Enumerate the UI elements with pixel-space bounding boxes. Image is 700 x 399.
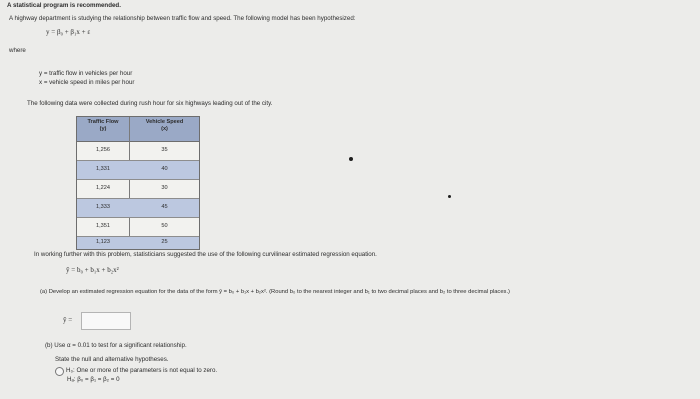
table-row	[77, 142, 199, 161]
scan-artifact-dot	[448, 195, 451, 198]
definition-x: x = vehicle speed in miles per hour	[39, 79, 135, 86]
cell-vehicle-speed: 30	[161, 185, 168, 191]
cell-vehicle-speed: 45	[161, 204, 168, 210]
model-equation: y = β₀ + β₁x + ε	[46, 28, 91, 36]
table-row	[77, 237, 199, 249]
table-row	[77, 161, 199, 180]
table-header	[77, 117, 199, 142]
table-row	[77, 199, 199, 218]
cell-vehicle-speed: 35	[161, 147, 168, 153]
table-row	[77, 180, 199, 199]
regression-equation-input[interactable]	[81, 312, 131, 330]
where-label: where	[9, 47, 26, 54]
hypothesis-option-1-alt: Hₐ: β₀ = β₁ = β₂ = 0	[67, 376, 120, 383]
state-hypotheses-text: State the null and alternative hypotheses.	[55, 356, 169, 363]
hypothesis-option-1: H₀: One or more of the parameters is not equal to zero.	[66, 367, 218, 374]
header-vehicle-speed-line1: Vehicle Speed	[145, 119, 184, 125]
cell-vehicle-speed: 25	[161, 239, 168, 245]
further-text: In working further with this problem, statisticians suggested the use of the following curvilinear estimated regression equation.	[34, 251, 377, 258]
header-title: A statistical program is recommended.	[7, 2, 121, 9]
cell-traffic-flow: 1,123	[96, 239, 110, 245]
data-intro-text: The following data were collected during rush hour for six highways leading out of the city.	[27, 100, 273, 107]
cell-traffic-flow: 1,224	[96, 185, 110, 191]
cell-vehicle-speed: 50	[161, 223, 168, 229]
header-vehicle-speed	[130, 119, 199, 133]
yhat-label: ŷ =	[63, 316, 73, 324]
header-traffic-flow-line2: (y)	[99, 126, 107, 132]
hypothesis-option-radio[interactable]	[55, 367, 64, 376]
table-row	[77, 218, 199, 237]
header-traffic-flow	[77, 119, 129, 133]
scan-artifact-dot	[349, 157, 353, 161]
data-table	[76, 116, 200, 250]
cell-traffic-flow: 1,333	[96, 204, 110, 210]
part-a-text: (a) Develop an estimated regression equation for the data of the form ŷ = b₀ + b₁x + b₂x². (Round b₀ to the nearest integer and b₁ to two decimal places and b₂ to three decimal places.)	[40, 289, 510, 295]
cell-traffic-flow: 1,256	[96, 147, 110, 153]
cell-traffic-flow: 1,351	[96, 223, 110, 229]
curvilinear-equation: ŷ = b₀ + b₁x + b₂x²	[66, 266, 119, 274]
intro-text: A highway department is studying the relationship between traffic flow and speed. The following model has been hypothesized:	[9, 15, 356, 22]
header-vehicle-speed-line2: (x)	[161, 126, 168, 132]
cell-traffic-flow: 1,331	[96, 166, 110, 172]
part-b-text: (b) Use α = 0.01 to test for a significant relationship.	[45, 342, 187, 349]
header-traffic-flow-line1: Traffic Flow	[87, 119, 119, 125]
definition-y: y = traffic flow in vehicles per hour	[39, 70, 133, 77]
cell-vehicle-speed: 40	[161, 166, 168, 172]
